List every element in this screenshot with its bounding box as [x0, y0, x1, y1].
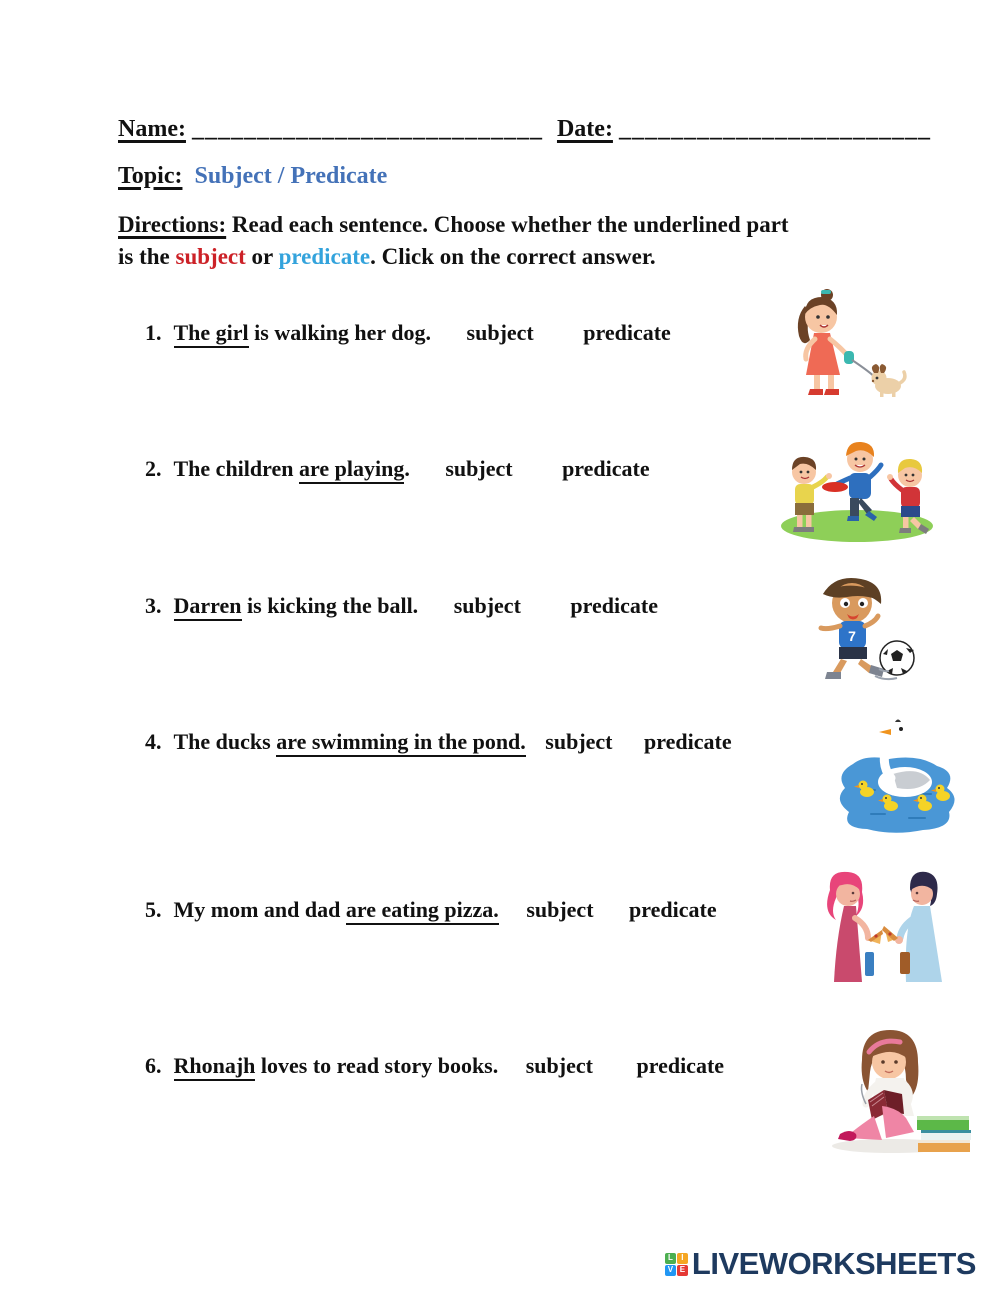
liveworksheets-wordmark: LIVEWORKSHEETS: [691, 1246, 976, 1281]
directions-line1: Read each sentence. Choose whether the underlined part: [226, 212, 789, 237]
answer-subject-q6[interactable]: subject: [525, 1053, 593, 1078]
sentence-underlined: are eating pizza.: [346, 897, 499, 925]
sentence-post: .: [404, 456, 410, 481]
sentence-pre: The children: [173, 456, 300, 481]
directions-line2-post: . Click on the correct answer.: [370, 244, 656, 269]
swan-and-ducklings-pond-illustration: [831, 702, 959, 836]
answer-predicate-q5[interactable]: predicate: [629, 897, 717, 922]
topic-value: Subject / Predicate: [194, 163, 388, 189]
question-row-4: [145, 729, 732, 755]
directions: [118, 209, 908, 273]
logo-tile-v: V: [665, 1265, 676, 1276]
mom-and-dad-eating-pizza-illustration: [810, 860, 948, 988]
question-row-1: [145, 320, 671, 346]
children-playing-frisbee-illustration: [773, 432, 935, 544]
liveworksheets-logo-icon: [665, 1253, 688, 1276]
answer-subject-q4[interactable]: subject: [545, 729, 613, 754]
name-date-line: [118, 116, 931, 143]
sentence-pre: The ducks: [173, 729, 277, 754]
sentence-underlined: are playing: [299, 456, 404, 484]
girl-reading-books-illustration: [822, 1020, 977, 1158]
sentence-post: is kicking the ball.: [241, 593, 419, 618]
question-number: 1.: [145, 320, 162, 345]
sentence-pre: My mom and dad: [173, 897, 346, 922]
date-blank-line[interactable]: ________________________: [618, 116, 931, 142]
sentence-underlined: Rhonajh: [174, 1053, 256, 1081]
question-number: 3.: [145, 593, 162, 618]
sentence-post: is walking her dog.: [248, 320, 432, 345]
svg-text:7: 7: [848, 628, 856, 644]
directions-line2-pre: is the: [118, 244, 176, 269]
question-number: 2.: [145, 456, 162, 481]
directions-or: or: [245, 244, 279, 269]
answer-subject-q1[interactable]: subject: [466, 320, 534, 345]
girl-walking-dog-illustration: [775, 286, 910, 401]
question-number: 6.: [145, 1053, 162, 1078]
liveworksheets-logo: [665, 1246, 976, 1282]
answer-subject-q5[interactable]: subject: [526, 897, 594, 922]
answer-subject-q3[interactable]: subject: [453, 593, 521, 618]
question-row-3: [145, 593, 658, 619]
answer-subject-q2[interactable]: subject: [445, 456, 513, 481]
question-row-5: [145, 897, 717, 923]
date-label: Date:: [556, 116, 613, 142]
question-row-2: [145, 456, 650, 482]
logo-tile-l: L: [665, 1253, 676, 1264]
topic-line: [118, 163, 387, 190]
logo-tile-e: E: [677, 1265, 688, 1276]
name-blank-line[interactable]: ___________________________: [191, 116, 543, 142]
question-row-6: [145, 1053, 724, 1079]
sentence-post: loves to read story books.: [255, 1053, 499, 1078]
question-number: 5.: [145, 897, 162, 922]
name-label: Name:: [118, 116, 186, 142]
directions-label: Directions:: [118, 212, 227, 237]
sentence-underlined: are swimming in the pond.: [276, 729, 526, 757]
logo-tile-i: I: [677, 1253, 688, 1264]
directions-subject-word: subject: [175, 244, 246, 269]
answer-predicate-q3[interactable]: predicate: [570, 593, 658, 618]
sentence-underlined: The girl: [174, 320, 249, 348]
topic-label: Topic:: [118, 163, 183, 189]
sentence-underlined: Darren: [174, 593, 242, 621]
boy-kicking-soccer-ball-illustration: [795, 572, 923, 684]
answer-predicate-q6[interactable]: predicate: [636, 1053, 725, 1078]
question-number: 4.: [145, 729, 162, 754]
answer-predicate-q1[interactable]: predicate: [583, 320, 671, 345]
answer-predicate-q2[interactable]: predicate: [562, 456, 650, 481]
answer-predicate-q4[interactable]: predicate: [644, 729, 732, 754]
directions-predicate-word: predicate: [278, 244, 371, 269]
